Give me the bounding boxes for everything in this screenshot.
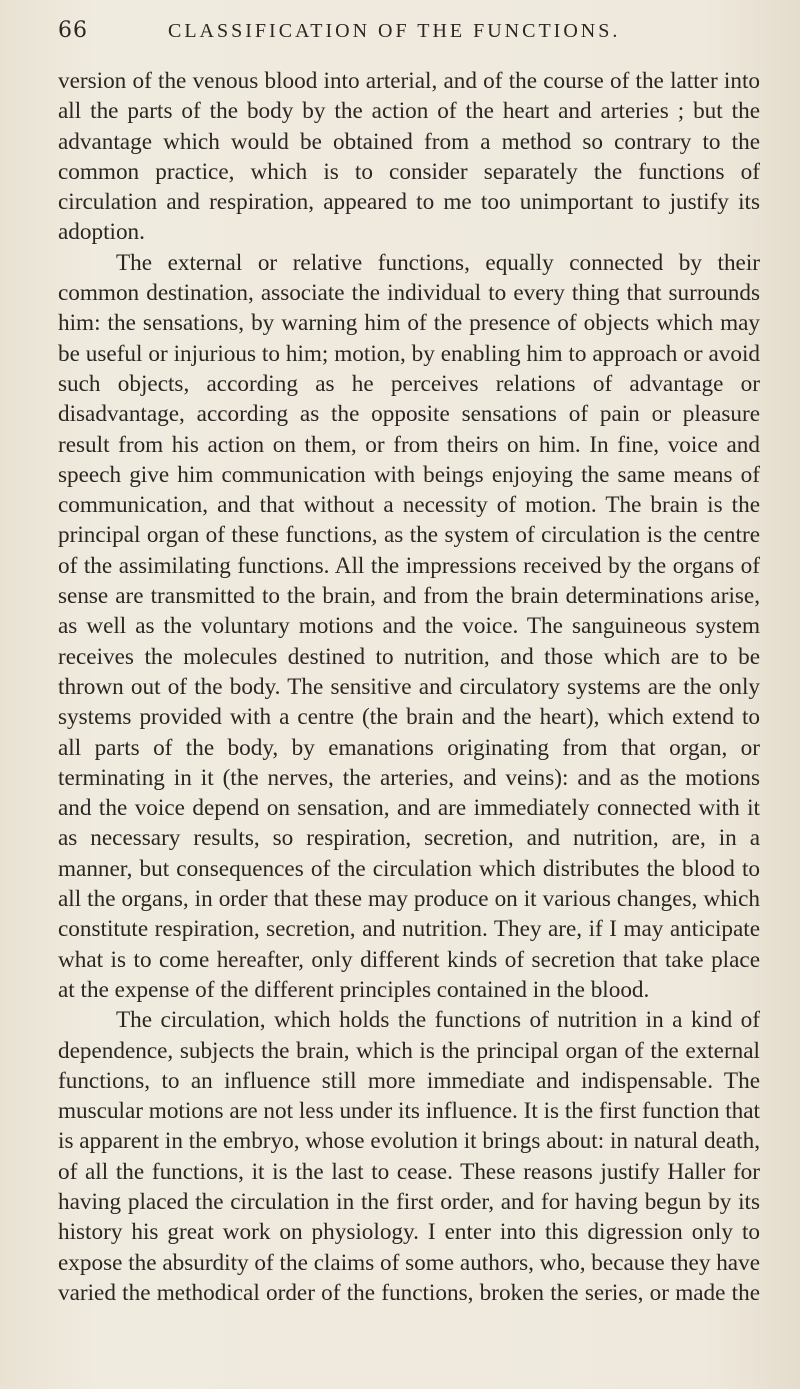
body-text — [58, 66, 760, 1308]
paragraph-2: The external or relative functions, equally connected by their common destination, associate the individual to every thing that surrounds him: the sensations, by warning him of the presence of objects which may be useful or injurious to him; motion, by enabling him to approach or avoid such objects, according as he perceives relations of advantage or disadvantage, according as the opposite sensations of pain or pleasure result from his action on them, or from theirs on him. In fine, voice and speech give him communication with beings enjoying the same means of communication, and that without a necessity of motion. The brain is the principal organ of these functions, as the system of circulation is the centre of the assimilating functions. All the impressions received by the organs of sense are transmitted to the brain, and from the brain determinations arise, as well as the voluntary motions and the voice. The sanguineous system receives the molecules destined to nutrition, and those which are to be thrown out of the body. The sensitive and circulatory systems are the only systems provided with a centre (the brain and the heart), which extend to all parts of the body, by emanations originating from that organ, or terminating in it (the nerves, the arteries, and veins): and as the motions and the voice depend on sensation, and are immediately connected with it as necessary results, so respiration, secretion, and nutrition, are, in a manner, but consequences of the circulation which distributes the blood to all the organs, in order that these may produce on it various changes, which constitute respiration, secretion, and nutrition. They are, if I may anticipate what is to come hereafter, only different kinds of secretion that take place at the expense of the different principles contained in the blood. — [58, 249, 760, 1003]
running-title: CLASSIFICATION OF THE FUNCTIONS. — [168, 20, 621, 42]
paragraph-1: version of the venous blood into arterial, and of the course of the latter into all the parts of the body by the action of the heart and arteries ; but the advantage which would be obtained from a method so contrary to the common practice, which is to consider separately the functions of circulation and respiration, appeared to me too unimportant to justify its adoption. — [58, 68, 760, 246]
page-number: 66 — [58, 18, 88, 43]
page-header — [58, 18, 760, 52]
paragraph-3: The circulation, which holds the functions of nutrition in a kind of dependence, subjects the brain, which is the principal organ of the external functions, to an influence still more immediate and indispensable. The muscular motions are not less under its influence. It is the first function that is apparent in the embryo, whose evolution it brings about: in natural death, of all the functions, it is the last to cease. These reasons justify Haller for having placed the circulation in the first order, and for having begun by its history his great work on physiology. I enter into this digression only to expose the absurdity of the claims of some authors, who, because they have varied the methodical order of the functions, broken the series, or made the — [58, 1007, 760, 1306]
